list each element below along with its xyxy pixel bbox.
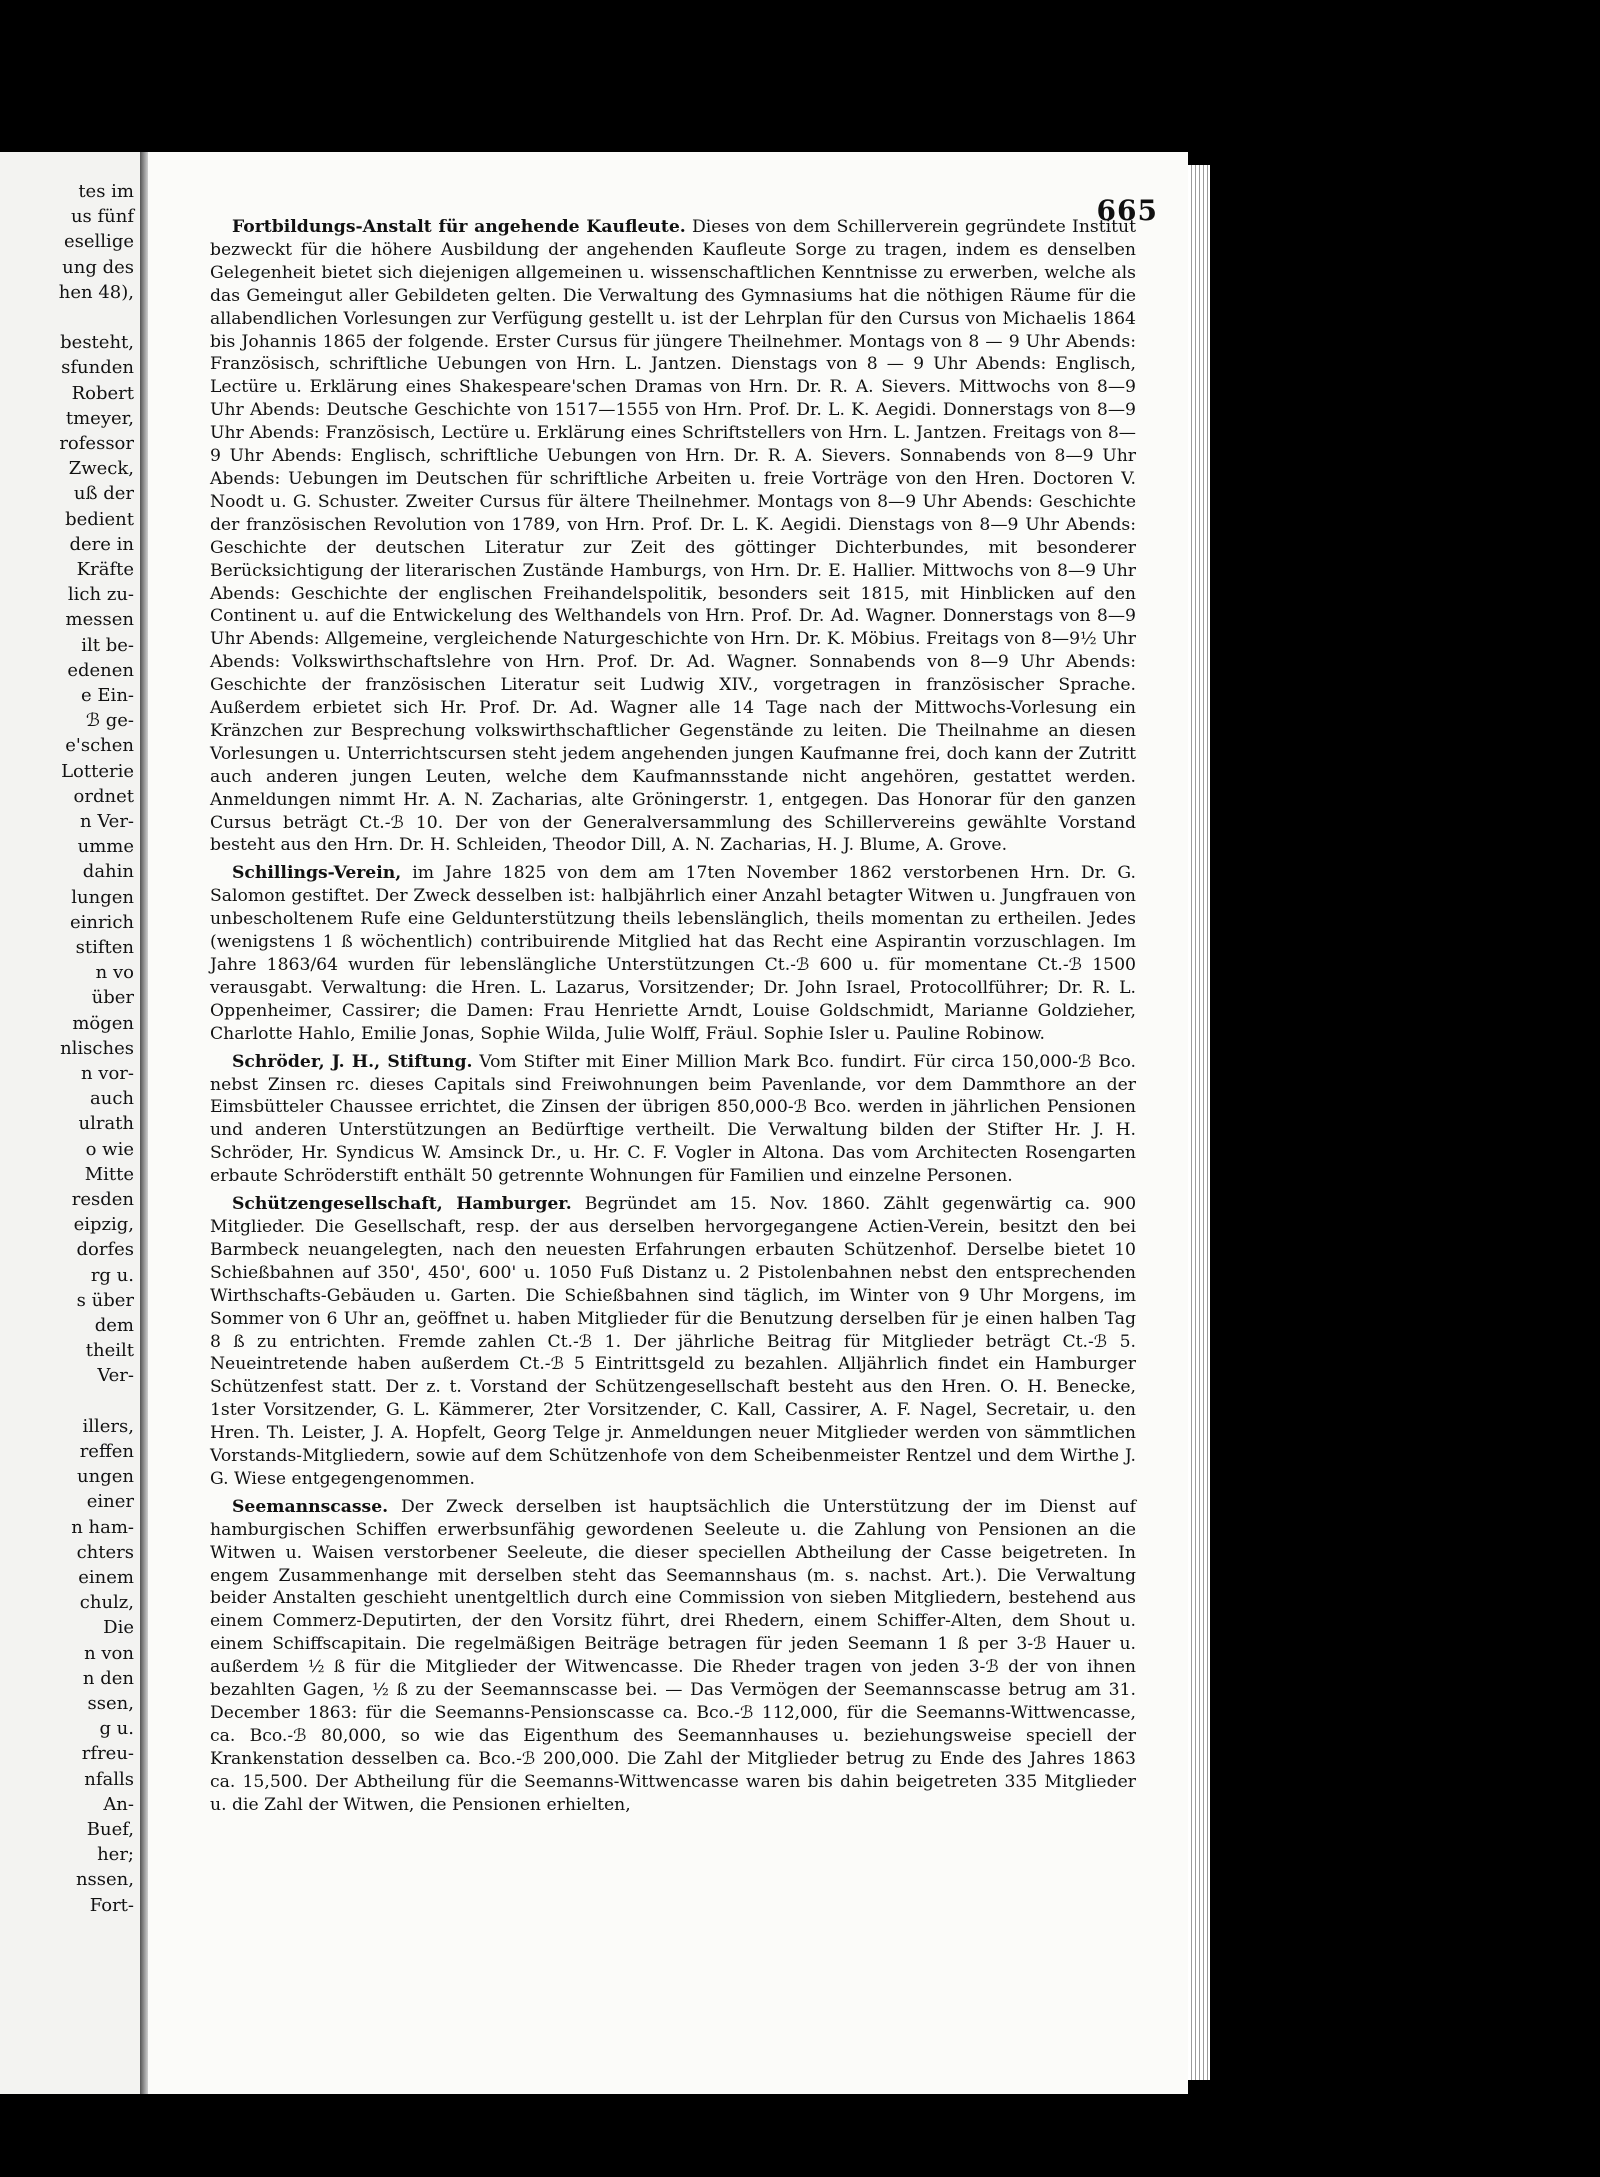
entry-body: Vom Stifter mit Einer Million Mark Bco. fundirt. Für circa 150,000-ℬ Bco. nebst Zinsen rc. dieses Capitals sind Freiwohnungen beim Pavenlande, vor dem Dammthore an der Eimsbütteler Chaussee errichtet, die Zinsen der übrigen 850,000-ℬ Bco. werden in jährlichen Pensionen und anderen Unterstützungen an Bedürftige vertheilt. Die Verwaltung bilden der Stifter Hr. J. H. Schröder, Hr. Syndicus W. Amsinck Dr., u. Hr. C. F. Vogler in Altona. Das vom Architecten Rosengarten erbaute Schröderstift enthält 50 getrennte Wohnungen für Familien und einzelne Personen. [210,1051,1137,1187]
left-page-fragment: theilt [85,1340,134,1362]
left-page-fragment: resden [71,1189,134,1210]
left-page-fragment: n vo [95,962,134,984]
left-page-fragment: e Ein- [81,685,134,706]
entry-title: Fortbildungs-Anstalt für angehende Kaufleute. [232,217,686,237]
right-page [148,152,1188,2094]
left-page-fragment: dahin [82,861,134,883]
left-page-fragment: n vor- [80,1063,134,1084]
left-page-fragment: mögen [72,1012,134,1034]
left-page-fragment: g u. [99,1718,134,1740]
left-page-fragment: bedient [65,508,134,530]
left-page-fragment: einer [86,1491,134,1513]
left-page-fragment: uß der [73,483,134,505]
left-page-fragment: ungen [77,1466,134,1488]
entry-title: Schützengesellschaft, Hamburger. [232,1194,572,1215]
left-page-fragment: An- [103,1793,134,1815]
left-page-fragment: dem [94,1315,134,1336]
left-page-fragment: ilt be- [81,634,134,656]
entry-fortbildungs-anstalt [210,216,1136,857]
left-page-fragment: Lotterie [61,760,134,782]
entry-body: Begründet am 15. Nov. 1860. Zählt gegenwärtig ca. 900 Mitglieder. Die Gesellschaft, resp. der aus derselben hervorgegangene Actien-Verein, besitzt den bei Barmbeck neuangelegten, nach den neuesten Erfahrungen erbauten Schützenhof. Derselbe bietet 10 Schießbahnen auf 350', 450', 600' u. 1050 Fuß Distanz u. 2 Pistolenbahnen nebst den entsprechenden Wirthschafts-Gebäuden u. Garten. Die Schießbahnen sind täglich, im Winter von 9 Uhr Morgens, im Sommer von 6 Uhr an, geöffnet u. haben Mitglieder für die Benutzung derselben für je einen halben Tag 8 ß zu entrichten. Fremde zahlen Ct.-ℬ 1. Der jährliche Beitrag für Mitglieder beträgt Ct.-ℬ 5. Neueintretende haben außerdem Ct.-ℬ 5 Eintrittsgeld zu bezahlen. Alljährlich findet ein Hamburger Schützenfest statt. Der z. t. Vorstand der Schützengesellschaft besteht aus den Hren. O. H. Benecke, 1ster Vorsitzender, G. L. Kämmerer, 2ter Vorsitzender, C. Kall, Cassirer, A. F. Nagel, Secretair, u. den Hren. Th. Leister, J. A. Hopfelt, Georg Telge jr. Anmeldungen neuer Mitglieder werden von sämmtlichen Vorstands-Mitgliedern, sowie auf dem Schützenhofe von dem Scheibenmeister Rentzel und dem Wirthe J. G. Wiese entgegengenommen. [210,1194,1137,1489]
book-gutter [140,152,148,2094]
left-page-fragment: esellige [64,231,134,253]
left-page-fragment: rg u. [90,1264,134,1286]
left-page-fragment: einrich [69,911,134,933]
left-page-fragment: ssen, [87,1693,134,1714]
left-page-fragment: lich zu- [67,584,134,606]
left-page-fragment: ung des [62,256,134,278]
left-page-fragment: sfunden [61,357,134,379]
left-page-fragment: her; [97,1844,134,1866]
left-page-fragment: Fort- [89,1894,134,1916]
left-page-fragment: reffen [79,1441,134,1462]
left-page-fragment: messen [65,609,134,631]
left-page-fragment: Mitte [84,1163,134,1185]
entry-schuetzengesellschaft [210,1193,1136,1491]
left-page-fragment: ulrath [78,1113,134,1135]
left-page-fragment: n Ver- [80,811,134,832]
page-edges [1188,165,1210,2080]
left-page-fragment: nssen, [75,1869,134,1891]
left-page-fragment: über [91,987,134,1009]
left-page-fragment: einem [78,1567,134,1588]
left-page-fragment: tes im [78,181,134,202]
entry-title: Seemannscasse. [232,1496,389,1517]
left-page-fragment: e'schen [65,735,134,757]
left-page-fragment: illers, [82,1415,134,1437]
left-page-fragment: s über [76,1289,134,1311]
left-page-fragment: auch [90,1088,134,1110]
left-page-fragment: dorfes [76,1239,134,1261]
left-page-fragment: Zweck, [68,458,134,480]
left-page-fragment: us fünf [70,206,134,228]
entry-schillings-verein [210,862,1136,1045]
left-page-fragment: tmeyer, [65,407,134,429]
left-page-fragment: Ver- [97,1365,134,1387]
left-page-fragment: hen 48), [58,281,134,303]
left-page-fragment: Kräfte [76,559,134,580]
left-page-fragment: nfalls [84,1768,134,1790]
left-page-fragment: Robert [71,382,134,404]
left-page-fragment: stiften [75,937,134,958]
entry-schroeder-stiftung [210,1051,1136,1188]
text-block [210,216,1136,1822]
left-page-fragment: ℬ ge- [85,710,134,732]
entry-body: Der Zweck derselben ist hauptsächlich die Unterstützung der im Dienst auf hamburgischen Schiffen erwerbsunfähig gewordenen Seeleute u. die Zahlung von Pensionen an die Witwen u. Waisen verstorbener Seeleute, die dieser speciellen Abtheilung der Casse beigetreten. In engem Zusammenhange mit derselben steht das Seemannshaus (m. s. nachst. Art.). Die Verwaltung beider Anstalten geschieht unentgeltlich durch eine Commission von sieben Mitgliedern, bestehend aus einem Commerz-Deputirten, der den Vorsitz führt, drei Rhedern, einem Schiffer-Alten, dem Shout u. einem Schiffscapitain. Die regelmäßigen Beiträge betragen für jeden Seemann 1 ß per 3-ℬ Hauer u. außerdem ½ ß für die Mitglieder der Witwencasse. Die Rheder tragen von jeden 3-ℬ der von ihnen bezahlten Gagen, ½ ß zu der Seemannscasse bei. — Das Vermögen der Seemannscasse betrug am 31. December 1863: für die Seemanns-Pensionscasse ca. Bco.-ℬ 112,000, für die Seemanns-Wittwencasse, ca. Bco.-ℬ 80,000, so wie das Eigenthum des Seemannhauses u. beziehungsweise speciell der Krankenstation desselben ca. Bco.-ℬ 200,000. Die Zahl der Mitglieder betrug zu Ende des Jahres 1863 ca. 15,500. Der Abtheilung für die Seemanns-Wittwencasse waren bis dahin beigetreten 335 Mitglieder u. die Zahl der Witwen, die Pensionen erhielten, [210,1496,1136,1815]
left-page-edge [0,152,140,2094]
left-page-fragment: n ham- [71,1516,134,1538]
entry-seemannscasse [210,1496,1136,1817]
left-page-fragment: nlisches [60,1037,134,1059]
left-page-fragment: chulz, [79,1592,134,1614]
left-page-fragment: Buef, [86,1819,134,1840]
left-page-fragment: rfreu- [81,1743,134,1765]
left-page-fragment: umme [77,836,134,858]
entry-title: Schröder, J. H., Stiftung. [232,1051,473,1072]
entry-body: Dieses von dem Schillerverein gegründete Institut bezweckt für die höhere Ausbildung der angehenden Kaufleute Sorge zu tragen, indem es denselben Gelegenheit bietet sich diejenigen allgemeinen u. wissenschaftlichen Kenntnisse zu erwerben, welche als das Gemeingut aller Gebildeten gelten. Die Verwaltung des Gymnasiums hat die nöthigen Räume für die allabendlichen Vorlesungen zur Verfügung gestellt u. ist der Lehrplan für den Cursus von Michaelis 1864 bis Johannis 1865 der folgende. Erster Cursus für jüngere Theilnehmer. Montags von 8 — 9 Uhr Abends: Französisch, schriftliche Uebungen von Hrn. L. Jantzen. Dienstags von 8 — 9 Uhr Abends: Englisch, Lectüre u. Erklärung eines Shakespeare'schen Dramas von Hrn. Dr. R. A. Sievers. Mittwochs von 8—9 Uhr Abends: Deutsche Geschichte von 1517—1555 von Hrn. Prof. Dr. L. K. Aegidi. Donnerstags von 8—9 Uhr Abends: Französisch, Lectüre u. Erklärung eines Schriftstellers von Hrn. L. Jantzen. Freitags von 8—9 Uhr Abends: Englisch, schriftliche Uebungen von Hrn. Dr. R. A. Sievers. Sonnabends von 8—9 Uhr Abends: Uebungen im Deutschen für schriftliche Arbeiten u. freie Vorträge von den Hren. Doctoren V. Noodt u. G. Schuster. Zweiter Cursus für ältere Theilnehmer. Montags von 8—9 Uhr Abends: Geschichte der französischen Revolution von 1789, von Hrn. Prof. Dr. L. K. Aegidi. Dienstags von 8—9 Uhr Abends: Geschichte der deutschen Literatur zur Zeit des göttinger Dichterbundes, mit besonderer Berücksichtigung der literarischen Zustände Hamburgs, von Hrn. Dr. E. Hallier. Mittwochs von 8—9 Uhr Abends: Geschichte der englischen Freihandelspolitik, besonders seit 1815, mit Hinblicken auf den Continent u. auf die Entwickelung des Welthandels von Hrn. Prof. Dr. Ad. Wagner. Donnerstags von 8—9 Uhr Abends: Allgemeine, vergleichende Naturgeschichte von Hrn. Dr. K. Möbius. Freitags von 8—9½ Uhr Abends: Volkswirthschaftslehre von Hrn. Prof. Dr. Ad. Wagner. Sonnabends von 8—9 Uhr Abends: Geschichte der französischen Literatur seit Ludwig XIV., vorgetragen in französischer Sprache. Außerdem erbietet sich Hr. Prof. Dr. Ad. Wagner alle 14 Tage nach der Mittwochs-Vorlesung ein Kränzchen zur Besprechung volkswirthschaftlicher Gegenstände zu leiten. Die Theilnahme an diesen Vorlesungen u. Unterrichtscursen steht jedem angehenden jungen Kaufmanne frei, doch kann der Zutritt auch anderen jungen Leuten, welche dem Kaufmannsstande nicht angehören, gestattet werden. Anmeldungen nimmt Hr. A. N. Zacharias, alte Gröningerstr. 1, entgegen. Das Honorar für den ganzen Cursus beträgt Ct.-ℬ 10. Der von der Generalversammlung des Schillervereins gewählte Vorstand besteht aus den Hrn. Dr. H. Schleiden, Theodor Dill, A. N. Zacharias, H. J. Blume, A. Grove. [210,217,1136,856]
left-page-fragment: edenen [67,659,134,681]
left-page-fragment: Die [103,1617,134,1639]
left-page-fragment: rofessor [59,433,134,454]
entry-title: Schillings-Verein, [232,863,402,884]
left-page-fragment: chters [76,1541,134,1563]
left-page-fragment: lungen [71,886,134,908]
page-number: 665 [1096,194,1158,227]
left-page-fragment: eipzig, [73,1214,134,1236]
left-page-fragment: ordnet [73,785,134,807]
left-page-fragment: besteht, [60,332,134,354]
left-page-fragment: n von [84,1642,134,1664]
left-page-fragment: o wie [85,1138,134,1160]
left-page-fragment: dere in [69,533,134,555]
left-page-fragment: n den [82,1667,134,1689]
entry-body: im Jahre 1825 von dem am 17ten November 1862 verstorbenen Hrn. Dr. G. Salomon gestiftet. Der Zweck desselben ist: halbjährlich einer Anzahl betagter Witwen u. Jungfrauen von unbescholtenem Rufe eine Geldunterstützung theils lebenslänglich, theils momentan zu ertheilen. Jedes (wenigstens 1 ß wöchentlich) contribuirende Mitglied hat das Recht eine Aspirantin vorzuschlagen. Im Jahre 1863/64 wurden für lebenslängliche Unterstützungen Ct.-ℬ 600 u. für momentane Ct.-ℬ 1500 verausgabt. Verwaltung: die Hren. L. Lazarus, Vorsitzender; Dr. John Israel, Protocollführer; Dr. R. L. Oppenheimer, Cassirer; die Damen: Frau Henriette Arndt, Louise Goldschmidt, Marianne Goldzieher, Charlotte Hahlo, Emilie Jonas, Sophie Wilda, Julie Wolff, Fräul. Sophie Isler u. Pauline Robinow. [210,863,1136,1044]
